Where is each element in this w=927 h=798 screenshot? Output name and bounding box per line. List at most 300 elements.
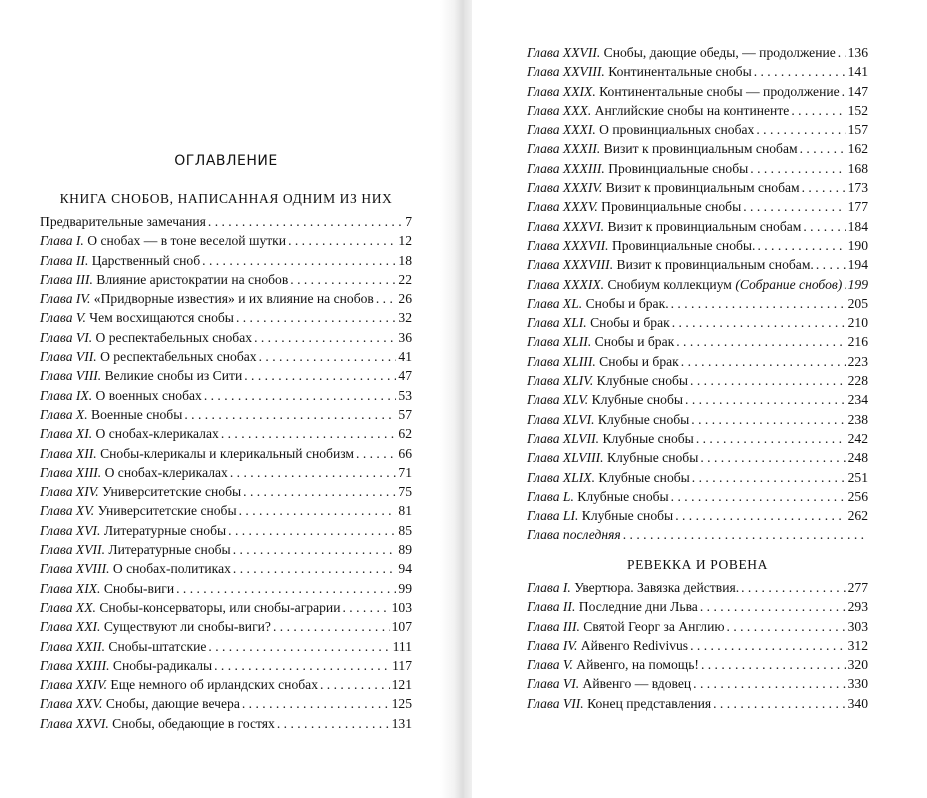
toc-entry xyxy=(40,212,412,231)
chapter-title: Влияние аристократии на снобов xyxy=(96,271,289,287)
chapter-title: Клубные снобы xyxy=(606,450,699,466)
page-number: 22 xyxy=(398,271,412,287)
toc-entry xyxy=(40,540,412,559)
dot-leader xyxy=(756,120,845,139)
page-number: 57 xyxy=(398,406,412,422)
chapter-label: Глава XXIV. xyxy=(40,677,107,693)
chapter-title: Клубные снобы xyxy=(602,430,694,446)
page-number: 312 xyxy=(847,637,868,653)
page-number: 32 xyxy=(398,310,412,326)
chapter-title: О снобах — в тоне веселой шутки xyxy=(87,233,287,249)
toc-entry xyxy=(527,655,868,674)
chapter-label: Глава XXXV. xyxy=(527,199,598,215)
chapter-label: Глава XLIX. xyxy=(527,469,595,485)
chapter-label: Глава V. xyxy=(527,657,573,673)
chapter-title: Айвенго — вдовец xyxy=(582,676,692,692)
dot-leader xyxy=(803,217,845,236)
dot-leader xyxy=(727,617,846,636)
chapter-label: Глава XL. xyxy=(527,295,583,311)
toc-entry xyxy=(527,487,868,506)
dot-leader xyxy=(681,352,846,371)
dot-leader xyxy=(690,371,846,390)
toc-entry xyxy=(527,294,868,313)
page-number: 277 xyxy=(847,580,868,595)
chapter-label: Глава V. xyxy=(40,310,86,326)
page-number: 62 xyxy=(398,426,412,442)
chapter-title: Университетские снобы xyxy=(97,503,237,519)
page-number: 199 xyxy=(847,276,868,292)
chapter-label: Глава XXXIII. xyxy=(527,160,605,176)
toc-entry xyxy=(40,405,412,424)
chapter-title: Святой Георг за Англию xyxy=(583,618,725,634)
dot-leader xyxy=(320,675,390,694)
chapter-title-note: (Собрание снобов) xyxy=(735,276,843,292)
chapter-title: О провинциальных снобах xyxy=(599,122,755,138)
page-number: 136 xyxy=(847,45,868,60)
chapter-title: Предварительные замечания xyxy=(40,214,206,229)
toc-entry xyxy=(527,197,868,216)
chapter-label: Глава XLVIII. xyxy=(527,450,604,466)
dot-leader xyxy=(254,328,396,347)
chapter-title: Айвенго Redivivus xyxy=(580,637,689,653)
dot-leader xyxy=(233,559,397,578)
chapter-label: Глава XXXIV. xyxy=(527,180,603,196)
dot-leader xyxy=(290,270,396,289)
dot-leader xyxy=(838,43,846,62)
toc-entry xyxy=(40,463,412,482)
chapter-title: Континентальные снобы xyxy=(608,64,752,80)
page-number: 75 xyxy=(398,484,412,500)
page-number: 99 xyxy=(398,580,412,596)
dot-leader xyxy=(692,468,846,487)
chapter-label: Глава X. xyxy=(40,406,88,422)
chapter-title: Снобы-клерикалы и клерикальный снобизм xyxy=(100,445,355,461)
chapter-label: Глава IV. xyxy=(527,637,578,653)
chapter-title: Снобы-радикалы xyxy=(112,657,213,673)
chapter-label: Глава XIII. xyxy=(40,464,102,480)
page-number: 131 xyxy=(391,715,412,731)
toc-entry xyxy=(40,328,412,347)
dot-leader xyxy=(221,424,397,443)
chapter-label: Глава XXIX. xyxy=(527,83,596,99)
page-number: 152 xyxy=(847,102,868,118)
page-number: 320 xyxy=(847,657,868,673)
page-number: 12 xyxy=(398,233,412,249)
chapter-title: Снобы и брак xyxy=(594,334,675,350)
page-number: 117 xyxy=(392,657,412,673)
chapter-label: Глава III. xyxy=(527,618,580,634)
dot-leader xyxy=(233,540,397,559)
dot-leader xyxy=(750,159,845,178)
page-number: 234 xyxy=(847,392,868,408)
dot-leader xyxy=(691,410,845,429)
chapter-label: Глава XXX. xyxy=(527,102,592,118)
chapter-title: Клубные снобы xyxy=(591,392,684,408)
chapter-title: Провинциальные снобы xyxy=(601,199,742,215)
chapter-label: Глава XVII. xyxy=(40,542,105,558)
dot-leader xyxy=(236,308,396,327)
dot-leader xyxy=(791,101,845,120)
page-number: 303 xyxy=(847,618,868,634)
right-page xyxy=(472,0,927,798)
chapter-label: Глава XIX. xyxy=(40,580,101,596)
dot-leader xyxy=(800,139,846,158)
chapter-label: Глава XX. xyxy=(40,599,96,615)
dot-leader xyxy=(700,448,845,467)
toc-entry xyxy=(527,468,868,487)
toc-entry xyxy=(527,597,868,616)
dot-leader xyxy=(696,429,846,448)
chapter-label: Глава II. xyxy=(40,252,89,268)
chapter-title: Визит к провинциальным снобам xyxy=(605,180,800,196)
dot-leader xyxy=(741,578,845,597)
dot-leader xyxy=(184,405,396,424)
chapter-title: Снобиум коллекциум xyxy=(607,276,732,292)
dot-leader xyxy=(802,178,846,197)
page-number: 47 xyxy=(398,368,412,384)
dot-leader xyxy=(214,656,390,675)
toc-entry xyxy=(40,424,412,443)
page-number: 184 xyxy=(847,218,868,234)
toc-entry xyxy=(527,313,868,332)
dot-leader xyxy=(230,463,397,482)
chapter-title: Увертюра. Завязка действия. xyxy=(574,580,740,595)
chapter-title: Визит к провинциальным снобам. xyxy=(616,257,814,273)
toc-entry xyxy=(527,578,868,597)
toc-entry xyxy=(40,579,412,598)
chapter-label: Глава XXXI. xyxy=(527,122,596,138)
toc-entry xyxy=(527,275,868,294)
dot-leader xyxy=(700,597,846,616)
toc-entry xyxy=(40,444,412,463)
chapter-title: Клубные снобы xyxy=(577,488,669,504)
toc-entry xyxy=(527,674,868,693)
toc-entry xyxy=(40,366,412,385)
chapter-title: Снобы и брак xyxy=(590,315,670,331)
toc-entry xyxy=(527,82,868,101)
chapter-title: Снобы, дающие обеды, — продолжение xyxy=(603,45,836,60)
chapter-label: Глава VI. xyxy=(40,329,93,345)
toc-entry xyxy=(527,525,868,544)
chapter-label: Глава XXXIX. xyxy=(527,276,605,292)
toc-entry xyxy=(527,429,868,448)
page-number: 251 xyxy=(847,469,868,485)
chapter-label: Глава VII. xyxy=(40,349,97,365)
chapter-label: Глава XI. xyxy=(40,426,93,442)
toc-entry xyxy=(527,217,868,236)
dot-leader xyxy=(228,521,396,540)
page-number: 223 xyxy=(847,353,868,369)
toc-entry xyxy=(527,159,868,178)
toc-entry xyxy=(527,101,868,120)
chapter-title: Снобы и брак. xyxy=(585,295,669,311)
toc-entry xyxy=(40,482,412,501)
chapter-title: Литературные снобы xyxy=(103,522,227,538)
page-number: 53 xyxy=(398,387,412,403)
toc-entry xyxy=(527,410,868,429)
chapter-title: О снобах-политиках xyxy=(112,561,231,577)
page-number: 340 xyxy=(847,695,868,711)
dot-leader xyxy=(757,236,845,255)
dot-leader xyxy=(693,674,845,693)
dot-leader xyxy=(242,694,390,713)
chapter-label: Глава VI. xyxy=(527,676,580,692)
page-number: 210 xyxy=(847,315,868,331)
chapter-title: Военные снобы xyxy=(91,406,183,422)
page-number: 205 xyxy=(847,295,868,311)
chapter-title: Чем восхищаются снобы xyxy=(89,310,234,326)
toc-entry xyxy=(527,371,868,390)
page-number: 7 xyxy=(405,214,412,229)
chapter-label: Глава XLII. xyxy=(527,334,592,350)
dot-leader xyxy=(842,82,846,101)
dot-leader xyxy=(671,487,846,506)
dot-leader xyxy=(376,289,397,308)
toc-entry xyxy=(40,270,412,289)
page-number: 81 xyxy=(398,503,412,519)
dot-leader xyxy=(685,390,846,409)
chapter-label: Глава XXVIII. xyxy=(527,64,605,80)
toc-entry xyxy=(40,617,412,636)
dot-leader xyxy=(243,482,396,501)
chapter-title: Провинциальные снобы. xyxy=(611,237,756,253)
dot-leader xyxy=(816,255,846,274)
toc-entry xyxy=(527,694,868,713)
dot-leader xyxy=(672,313,846,332)
page-number: 103 xyxy=(391,599,412,615)
dot-leader xyxy=(208,637,390,656)
page-number: 330 xyxy=(847,676,868,692)
page-number: 238 xyxy=(847,411,868,427)
chapter-label: Глава XV. xyxy=(40,503,95,519)
dot-leader xyxy=(204,386,397,405)
dot-leader xyxy=(288,231,396,250)
page-number: 85 xyxy=(398,522,412,538)
dot-leader xyxy=(244,366,396,385)
toc-entry xyxy=(40,347,412,366)
toc-left xyxy=(40,212,412,733)
dot-leader xyxy=(277,714,390,733)
toc-entry xyxy=(40,386,412,405)
dot-leader xyxy=(623,525,866,544)
dot-leader xyxy=(676,332,845,351)
page-number: 242 xyxy=(847,430,868,446)
toc-entry xyxy=(40,694,412,713)
chapter-title: Снобы и брак xyxy=(599,353,679,369)
chapter-title: Континентальные снобы — продолжение xyxy=(599,83,840,99)
dot-leader xyxy=(202,251,396,270)
toc-entry xyxy=(40,656,412,675)
left-page xyxy=(0,0,455,798)
page-number: 111 xyxy=(392,638,412,654)
contents-heading: ОГЛАВЛЕНИЕ xyxy=(174,153,278,169)
toc-entry xyxy=(527,178,868,197)
page-number: 36 xyxy=(398,329,412,345)
page-number: 177 xyxy=(847,199,868,215)
chapter-label: Глава XLVI. xyxy=(527,411,595,427)
chapter-label: Глава II. xyxy=(527,599,576,615)
dot-leader xyxy=(713,694,845,713)
chapter-label: Глава XII. xyxy=(40,445,97,461)
toc-entry xyxy=(40,637,412,656)
dot-leader xyxy=(844,275,845,294)
page-number: 248 xyxy=(847,450,868,466)
toc-entry xyxy=(527,636,868,655)
toc-entry xyxy=(40,251,412,270)
page-number: 141 xyxy=(847,64,868,80)
toc-entry xyxy=(40,521,412,540)
chapter-title: Клубные снобы xyxy=(581,508,674,524)
chapter-label: Глава XVIII. xyxy=(40,561,110,577)
chapter-title: Последние дни Льва xyxy=(578,599,698,615)
page-number: 41 xyxy=(398,349,412,365)
toc-entry xyxy=(527,236,868,255)
dot-leader xyxy=(259,347,397,366)
book-title-snobs: КНИГА СНОБОВ, НАПИСАННАЯ ОДНИМ ИЗ НИХ xyxy=(59,191,393,206)
chapter-title: Еще немного об ирландских снобах xyxy=(110,677,318,693)
chapter-title: О респектабельных снобах xyxy=(95,329,253,345)
chapter-title: Университетские снобы xyxy=(102,484,242,500)
book-title-rebecca: РЕВЕККА И РОВЕНА xyxy=(626,557,769,572)
toc-entry xyxy=(40,598,412,617)
toc-entry xyxy=(527,506,868,525)
chapter-title: О респектабельных снобах xyxy=(100,349,257,365)
chapter-title: Снобы-штатские xyxy=(108,638,207,654)
toc-entry xyxy=(40,714,412,733)
chapter-label: Глава XXII. xyxy=(40,638,105,654)
toc-entry xyxy=(40,559,412,578)
chapter-title: Клубные снобы xyxy=(597,411,690,427)
toc-entry xyxy=(527,332,868,351)
chapter-label: Глава XLIII. xyxy=(527,353,596,369)
chapter-title: Литературные снобы xyxy=(108,542,231,558)
chapter-label: Глава XLV. xyxy=(527,392,589,408)
chapter-title: Конец представления xyxy=(587,695,712,711)
chapter-title: Английские снобы на континенте xyxy=(594,102,790,118)
chapter-label: Глава XXVI. xyxy=(40,715,109,731)
page-number: 228 xyxy=(847,373,868,389)
page-number: 107 xyxy=(391,619,412,635)
dot-leader xyxy=(208,212,403,231)
toc-entry xyxy=(40,308,412,327)
chapter-title: Снобы-виги xyxy=(103,580,175,596)
page-number: 256 xyxy=(847,488,868,504)
chapter-label: Глава LI. xyxy=(527,508,579,524)
page-number: 157 xyxy=(847,122,868,138)
chapter-label: Глава последняя xyxy=(527,527,621,543)
page-number: 168 xyxy=(847,160,868,176)
toc-entry xyxy=(40,675,412,694)
chapter-title: О снобах-клерикалах xyxy=(95,426,219,442)
dot-leader xyxy=(356,444,396,463)
chapter-title: О снобах-клерикалах xyxy=(104,464,228,480)
page-number: 26 xyxy=(398,291,412,307)
chapter-label: Глава XIV. xyxy=(40,484,99,500)
chapter-label: Глава XXXVIII. xyxy=(527,257,614,273)
chapter-label: Глава VII. xyxy=(527,695,584,711)
chapter-label: Глава III. xyxy=(40,271,93,287)
dot-leader xyxy=(239,501,397,520)
toc-entry xyxy=(527,62,868,81)
dot-leader xyxy=(273,617,390,636)
chapter-label: Глава IX. xyxy=(40,387,93,403)
page-number: 66 xyxy=(398,445,412,461)
chapter-label: Глава I. xyxy=(40,233,84,249)
chapter-title: Царственный сноб xyxy=(91,252,201,268)
chapter-title: Визит к провинциальным снобам xyxy=(603,141,798,157)
chapter-label: Глава XVI. xyxy=(40,522,101,538)
chapter-label: Глава XXXVI. xyxy=(527,218,605,234)
page-number: 293 xyxy=(847,599,868,615)
toc-entry xyxy=(40,231,412,250)
dot-leader xyxy=(743,197,845,216)
toc-right xyxy=(527,43,868,545)
chapter-title: Провинциальные снобы xyxy=(608,160,749,176)
toc-entry xyxy=(527,120,868,139)
dot-leader xyxy=(675,506,845,525)
toc-entry xyxy=(40,289,412,308)
page-number: 89 xyxy=(398,542,412,558)
chapter-label: Глава VIII. xyxy=(40,368,102,384)
toc-right-rebecca xyxy=(527,578,868,713)
toc-entry xyxy=(527,390,868,409)
chapter-label: Глава L. xyxy=(527,488,574,504)
page-number: 18 xyxy=(398,252,412,268)
toc-entry xyxy=(527,352,868,371)
page-number: 173 xyxy=(847,180,868,196)
chapter-label: Глава I. xyxy=(527,580,571,595)
page-number: 194 xyxy=(847,257,868,273)
toc-entry xyxy=(527,255,868,274)
dot-leader xyxy=(754,62,846,81)
page-number: 190 xyxy=(847,237,868,253)
chapter-title: Существуют ли снобы-виги? xyxy=(103,619,271,635)
chapter-label: Глава XXXVII. xyxy=(527,237,609,253)
page-number: 147 xyxy=(847,83,868,99)
chapter-label: Глава XXXII. xyxy=(527,141,601,157)
chapter-title: Великие снобы из Сити xyxy=(104,368,243,384)
chapter-label: Глава XLIV. xyxy=(527,373,594,389)
toc-entry xyxy=(527,617,868,636)
chapter-title: Снобы, дающие вечера xyxy=(105,696,240,712)
chapter-title: О военных снобах xyxy=(95,387,202,403)
dot-leader xyxy=(176,579,396,598)
chapter-title: Клубные снобы xyxy=(598,469,690,485)
dot-leader xyxy=(701,655,846,674)
dot-leader xyxy=(690,636,846,655)
chapter-title: Клубные снобы xyxy=(596,373,689,389)
page-number: 94 xyxy=(398,561,412,577)
chapter-label: Глава IV. xyxy=(40,291,91,307)
chapter-title: Снобы, обедающие в гостях xyxy=(112,715,275,731)
toc-entry xyxy=(40,501,412,520)
page-number: 125 xyxy=(391,696,412,712)
toc-entry xyxy=(527,43,868,62)
chapter-title: «Придворные известия» и их влияние на снобов xyxy=(93,291,374,307)
chapter-title: Снобы-консерваторы, или снобы-аграрии xyxy=(99,599,341,615)
chapter-label: Глава XXIII. xyxy=(40,657,110,673)
chapter-label: Глава XXVII. xyxy=(527,45,601,60)
page-number: 262 xyxy=(847,508,868,524)
page-number: 162 xyxy=(847,141,868,157)
dot-leader xyxy=(342,598,389,617)
chapter-title: Айвенго, на помощь! xyxy=(576,657,699,673)
chapter-title: Визит к провинциальным снобам xyxy=(607,218,802,234)
page-number: 216 xyxy=(847,334,868,350)
chapter-label: Глава XXI. xyxy=(40,619,101,635)
chapter-label: Глава XLI. xyxy=(527,315,587,331)
chapter-label: Глава XLVII. xyxy=(527,430,600,446)
